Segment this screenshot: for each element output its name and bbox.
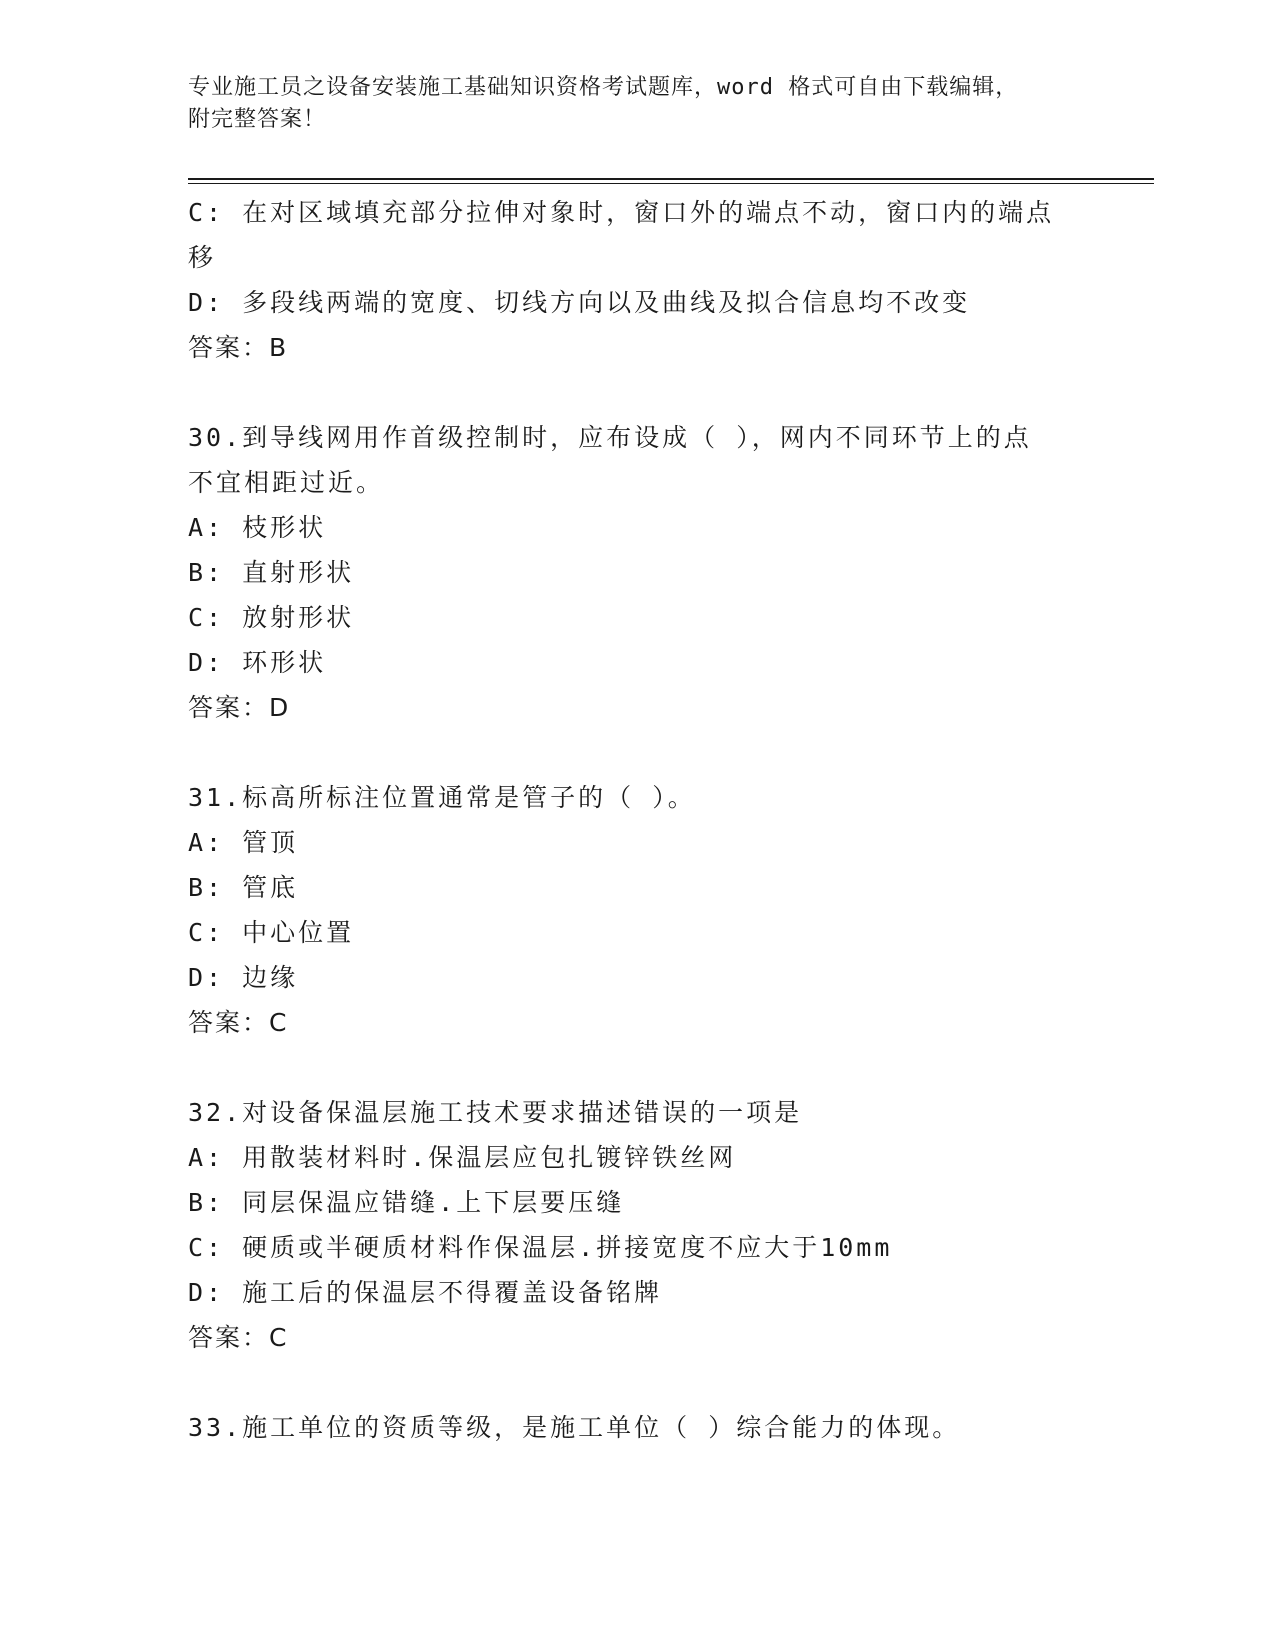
question-31 [188, 775, 1088, 1045]
option-d: D: 多段线两端的宽度、切线方向以及曲线及拟合信息均不改变 [188, 288, 971, 317]
header-line-2: 附完整答案！ [188, 107, 327, 132]
option-c: C: 中心位置 [188, 918, 355, 947]
question-stem-line-2: 不宜相距过近。 [188, 468, 385, 497]
question-stem: 32.对设备保温层施工技术要求描述错误的一项是 [188, 1098, 803, 1127]
option-c-line-2: 移 [188, 243, 217, 272]
option-d: D: 施工后的保温层不得覆盖设备铭牌 [188, 1278, 663, 1307]
question-30 [188, 415, 1088, 730]
option-d: D: 边缘 [188, 963, 299, 992]
answer: 答案：C [188, 1323, 289, 1352]
option-c-line-1: C: 在对区域填充部分拉伸对象时，窗口外的端点不动，窗口内的端点 [188, 198, 1055, 227]
option-d: D: 环形状 [188, 648, 327, 677]
option-a: A: 枝形状 [188, 513, 327, 542]
header-divider-thin [188, 183, 1154, 184]
answer: 答案：B [188, 333, 289, 362]
spacer [188, 1360, 1088, 1405]
question-29-tail [188, 190, 1088, 370]
answer: 答案：D [188, 693, 291, 722]
option-a: A: 管顶 [188, 828, 299, 857]
option-c: C: 放射形状 [188, 603, 355, 632]
option-a: A: 用散装材料时.保温层应包扎镀锌铁丝网 [188, 1143, 737, 1172]
header-divider-thick [188, 178, 1154, 180]
spacer [188, 370, 1088, 415]
spacer [188, 730, 1088, 775]
option-b: B: 直射形状 [188, 558, 355, 587]
question-stem: 33.施工单位的资质等级，是施工单位（ ）综合能力的体现。 [188, 1413, 961, 1442]
question-list [188, 190, 1088, 1450]
header-line-1: 专业施工员之设备安装施工基础知识资格考试题库，word 格式可自由下载编辑， [188, 75, 1019, 100]
question-33 [188, 1405, 1088, 1450]
spacer [188, 1045, 1088, 1090]
question-32 [188, 1090, 1088, 1360]
option-b: B: 同层保温应错缝.上下层要压缝 [188, 1188, 625, 1217]
option-b: B: 管底 [188, 873, 299, 902]
document-header [188, 72, 1088, 136]
answer: 答案：C [188, 1008, 289, 1037]
question-stem: 31.标高所标注位置通常是管子的（ ）。 [188, 783, 696, 812]
option-c: C: 硬质或半硬质材料作保温层.拼接宽度不应大于10mm [188, 1233, 893, 1262]
question-stem-line-1: 30.到导线网用作首级控制时，应布设成（ ），网内不同环节上的点 [188, 423, 1032, 452]
